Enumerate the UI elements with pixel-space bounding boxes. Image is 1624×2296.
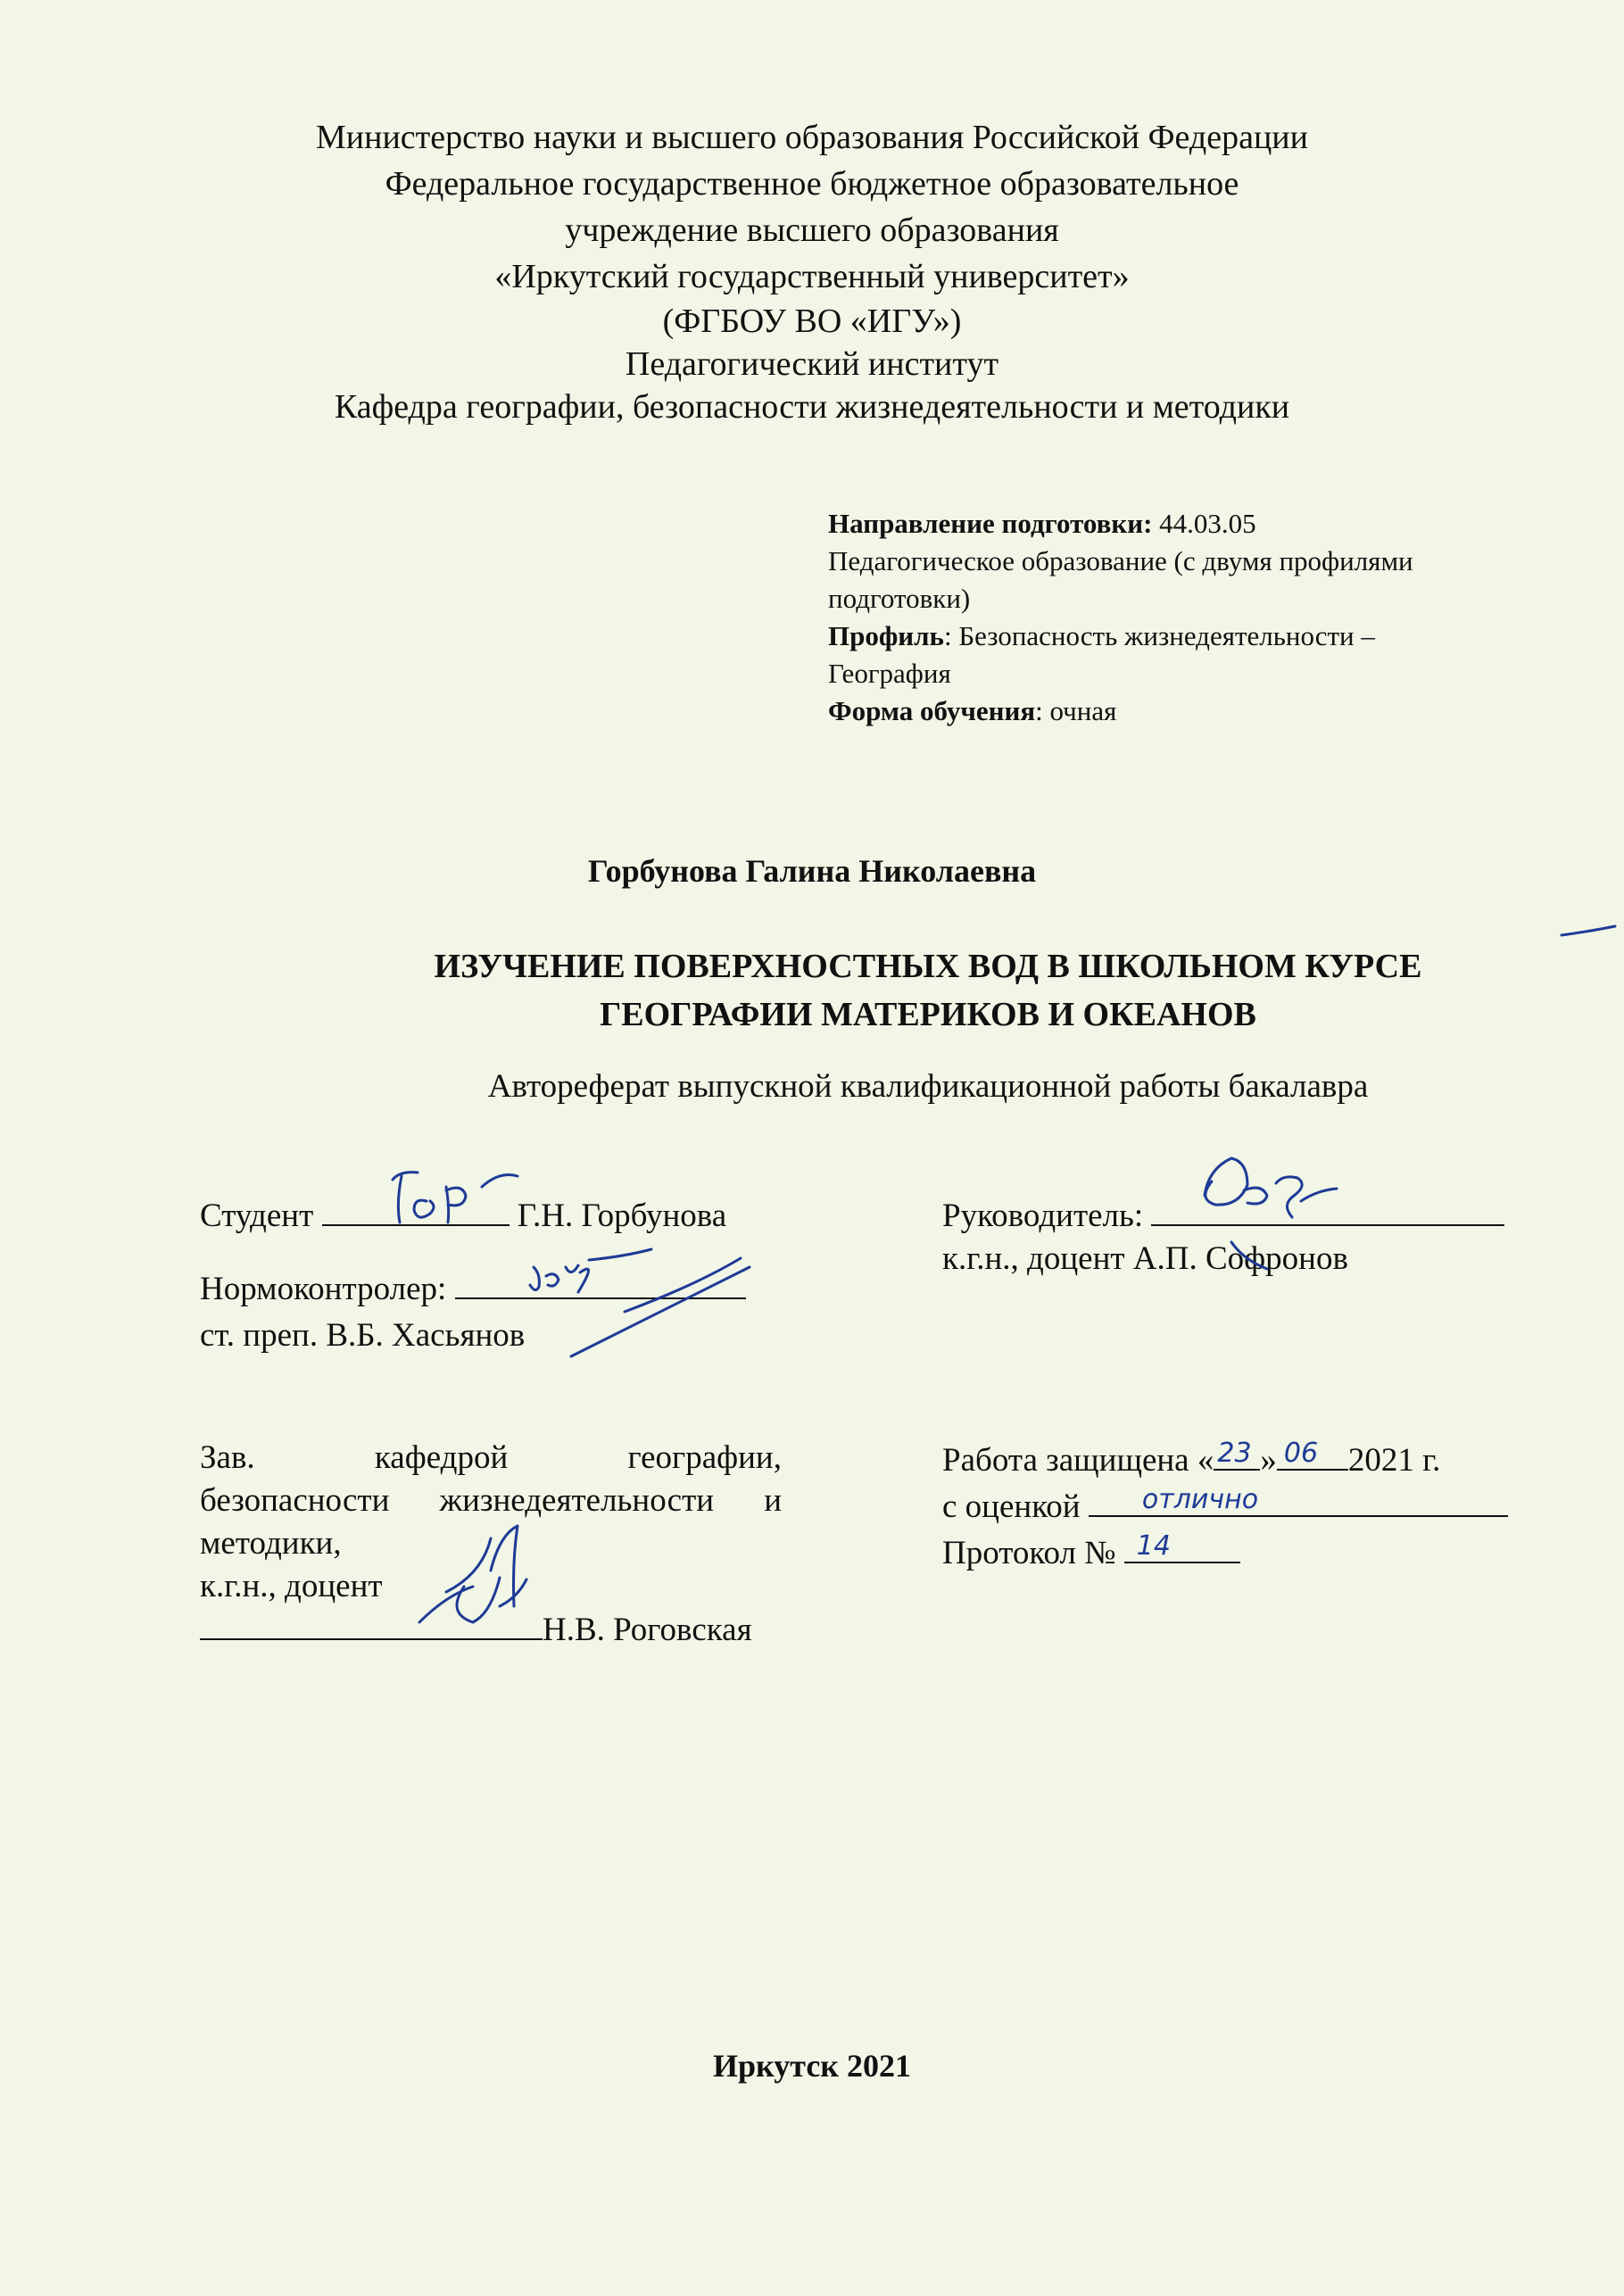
form-label: Форма обучения xyxy=(828,695,1036,726)
author-name: Горбунова Галина Николаевна xyxy=(587,853,1037,889)
student-signature-line xyxy=(200,1194,726,1239)
department-name: Кафедра географии, безопасности жизнедеятельности и методики xyxy=(334,388,1290,426)
supervisor-name: к.г.н., доцент А.П. Софронов xyxy=(942,1240,1348,1277)
stray-pen-mark xyxy=(1562,926,1615,935)
grade-value: отлично xyxy=(1141,1484,1259,1515)
institution-line-2: учреждение высшего образования xyxy=(565,211,1059,249)
defense-month: 06 xyxy=(1283,1438,1319,1469)
direction-code: 44.03.05 xyxy=(1159,508,1256,539)
university-name: «Иркутский государственный университет» xyxy=(494,258,1130,295)
profile-line xyxy=(828,618,1524,655)
direction-line-3: подготовки) xyxy=(828,583,971,614)
defense-date-line: Работа защищена « 23 » 06 2021 г. xyxy=(942,1438,1440,1483)
month-blank xyxy=(1277,1438,1348,1471)
supervisor-label: Руководитель: xyxy=(942,1198,1144,1234)
ministry-line: Министерство науки и высшего образования Российской Федерации xyxy=(316,119,1308,156)
signature-blank xyxy=(200,1608,543,1640)
document-type: Автореферат выпускной квалификационной работы бакалавра xyxy=(487,1068,1369,1105)
head-line-4: к.г.н., доцент xyxy=(200,1568,383,1604)
institution-line-1: Федеральное государственное бюджетное образовательное xyxy=(385,165,1239,203)
thesis-title-line-1: ИЗУЧЕНИЕ ПОВЕРХНОСТНЫХ ВОД В ШКОЛЬНОМ КУРСЕ xyxy=(434,948,1422,985)
protocol-line xyxy=(942,1531,1240,1576)
head-line-3: методики, xyxy=(200,1525,342,1562)
city-year: Иркутск 2021 xyxy=(712,2048,912,2084)
day-blank xyxy=(1214,1438,1260,1471)
head-line-2: безопасности жизнедеятельности и xyxy=(200,1482,782,1519)
direction-line-2: Педагогическое образование (с двумя профилями xyxy=(828,545,1413,576)
form-value: : очная xyxy=(1035,695,1117,726)
grade-line xyxy=(942,1485,1508,1529)
defense-label: Работа защищена « xyxy=(942,1442,1214,1479)
profile-line-2: География xyxy=(828,658,951,689)
form-line xyxy=(828,692,1524,730)
institute-name: Педагогический институт xyxy=(625,345,999,383)
protocol-blank xyxy=(1124,1531,1240,1563)
grade-blank xyxy=(1089,1485,1508,1517)
grade-label: с оценкой xyxy=(942,1488,1081,1525)
student-label: Студент xyxy=(200,1198,314,1234)
head-line-1: Зав. кафедрой географии, xyxy=(200,1439,782,1476)
defense-year: 2021 г. xyxy=(1347,1442,1441,1479)
protocol-number: 14 xyxy=(1136,1530,1171,1562)
normcontrol-signature-line xyxy=(200,1267,746,1312)
student-name: Г.Н. Горбунова xyxy=(517,1198,727,1234)
direction-line xyxy=(828,505,1524,543)
protocol-label: Протокол № xyxy=(942,1535,1116,1571)
normcontrol-label: Нормоконтролер: xyxy=(200,1271,447,1307)
study-info xyxy=(828,505,1524,730)
university-abbr: (ФГБОУ ВО «ИГУ») xyxy=(662,303,962,340)
thesis-title xyxy=(321,942,1535,1039)
signature-blank xyxy=(455,1267,746,1299)
signature-blank xyxy=(322,1194,510,1226)
thesis-title-line-2: ГЕОГРАФИИ МАТЕРИКОВ И ОКЕАНОВ xyxy=(600,996,1256,1033)
supervisor-signature-line xyxy=(942,1194,1504,1239)
profile-label: Профиль xyxy=(828,620,944,651)
normcontrol-name: ст. преп. В.Б. Хасьянов xyxy=(200,1317,526,1354)
signature-blank xyxy=(1151,1194,1504,1226)
direction-label: Направление подготовки: xyxy=(828,508,1153,539)
profile-value: : Безопасность жизнедеятельности – xyxy=(943,620,1375,651)
defense-day: 23 xyxy=(1217,1438,1252,1469)
head-of-department xyxy=(200,1437,782,1652)
head-name: Н.В. Роговская xyxy=(543,1612,752,1648)
head-line-5 xyxy=(200,1608,782,1652)
